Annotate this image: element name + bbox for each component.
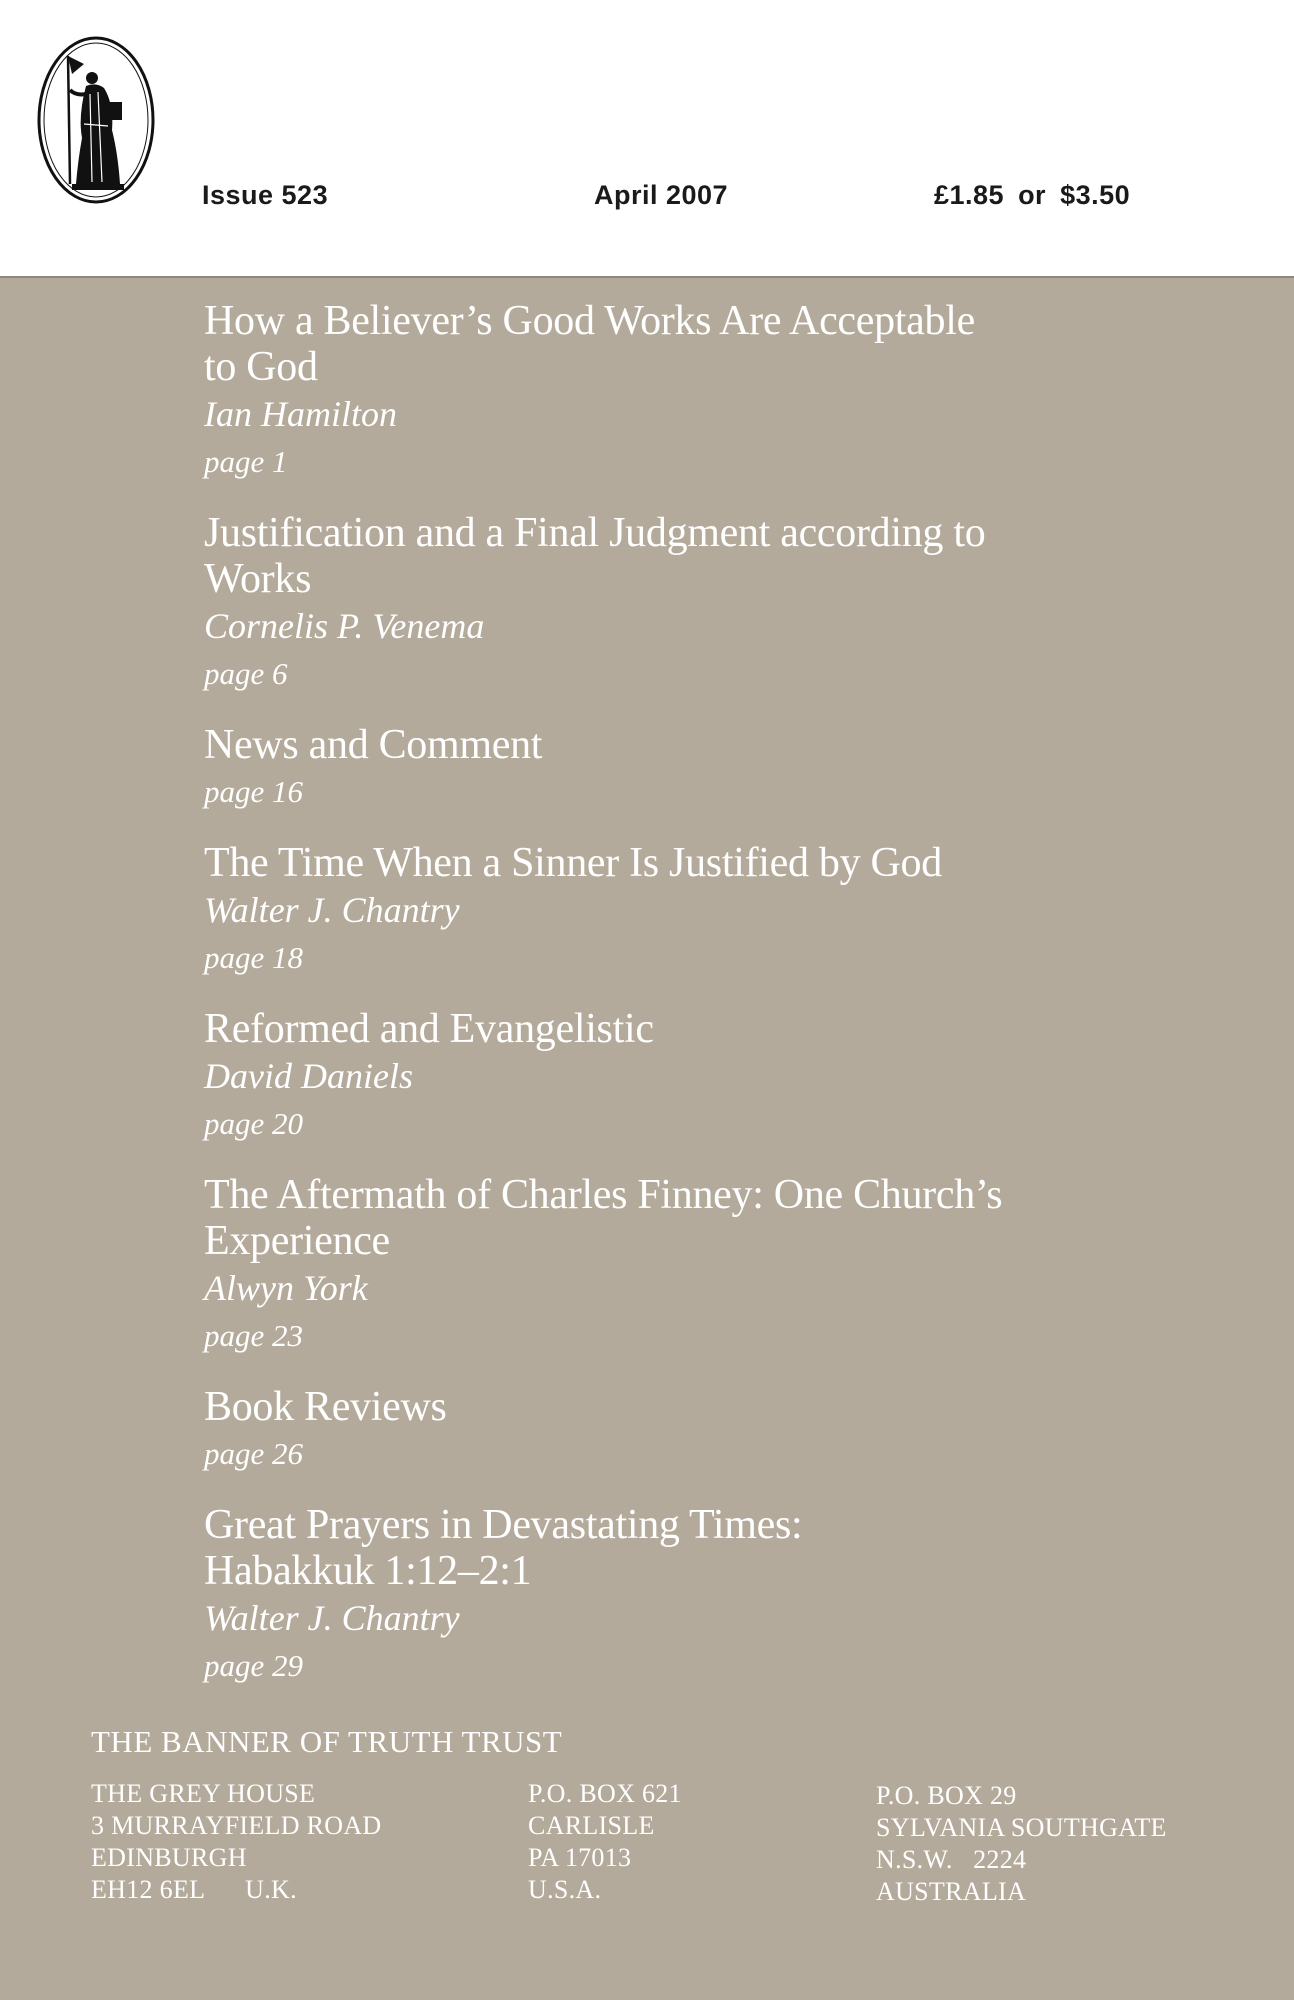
address-australia: [876, 1780, 1167, 1908]
cover-header: [0, 0, 1294, 276]
article-page: page 29: [204, 1648, 304, 1683]
article-title: Book Reviews: [204, 1384, 447, 1430]
contents-panel: [0, 276, 1294, 2000]
article-title: Great Prayers in Devastating Times:: [204, 1502, 803, 1548]
article-title: to God: [204, 344, 318, 390]
issue-price: £1.85 or $3.50: [934, 180, 1131, 210]
address-line: 3 MURRAYFIELD ROAD: [91, 1811, 382, 1840]
address-line: EH12 6EL U.K.: [91, 1875, 297, 1904]
article-author: David Daniels: [204, 1056, 413, 1096]
article-page: page 23: [204, 1318, 304, 1353]
article-title: Reformed and Evangelistic: [204, 1006, 654, 1052]
article-title: News and Comment: [204, 722, 543, 768]
toc-entry: [204, 510, 1104, 698]
toc-entry: [204, 722, 1104, 816]
address-line: P.O. BOX 621: [528, 1779, 682, 1808]
toc-entry: [204, 840, 1104, 982]
article-title: Works: [204, 556, 312, 602]
address-edinburgh: [91, 1778, 381, 1906]
article-page: page 16: [204, 774, 304, 809]
address-line: EDINBURGH: [91, 1843, 247, 1872]
article-page: page 1: [204, 444, 288, 479]
issue-date: April 2007: [594, 180, 729, 210]
address-line: PA 17013: [528, 1843, 632, 1872]
toc-entry: [204, 298, 1104, 486]
article-title: The Aftermath of Charles Finney: One Church’s: [204, 1172, 1003, 1218]
address-carlisle: [528, 1778, 682, 1906]
robed-figure-with-banner-icon: [34, 34, 158, 206]
article-title: Justification and a Final Judgment according to: [204, 510, 986, 556]
article-author: Ian Hamilton: [204, 394, 397, 434]
address-line: CARLISLE: [528, 1811, 655, 1840]
article-page: page 20: [204, 1106, 304, 1141]
article-author: Walter J. Chantry: [204, 890, 460, 930]
article-title: How a Believer’s Good Works Are Acceptable: [204, 298, 975, 344]
article-page: page 6: [204, 656, 288, 691]
address-line: P.O. BOX 29: [876, 1781, 1017, 1810]
article-title: Habakkuk 1:12–2:1: [204, 1548, 532, 1594]
article-author: Cornelis P. Venema: [204, 606, 485, 646]
article-author: Walter J. Chantry: [204, 1598, 460, 1638]
address-line: SYLVANIA SOUTHGATE: [876, 1813, 1167, 1842]
address-line: N.S.W. 2224: [876, 1845, 1027, 1874]
publisher-name: THE BANNER OF TRUTH TRUST: [91, 1724, 563, 1759]
article-title: Experience: [204, 1218, 390, 1264]
table-of-contents: [204, 298, 1104, 1714]
article-page: page 18: [204, 940, 304, 975]
banner-of-truth-logo: [34, 34, 158, 206]
address-line: THE GREY HOUSE: [91, 1779, 316, 1808]
address-line: U.S.A.: [528, 1875, 602, 1904]
toc-entry: [204, 1172, 1104, 1360]
article-author: Alwyn York: [204, 1268, 368, 1308]
toc-entry: [204, 1384, 1104, 1478]
article-page: page 26: [204, 1436, 304, 1471]
address-line: AUSTRALIA: [876, 1877, 1027, 1906]
article-title: The Time When a Sinner Is Justified by God: [204, 840, 942, 886]
toc-entry: [204, 1502, 1104, 1690]
toc-entry: [204, 1006, 1104, 1148]
issue-number: Issue 523: [202, 180, 329, 210]
